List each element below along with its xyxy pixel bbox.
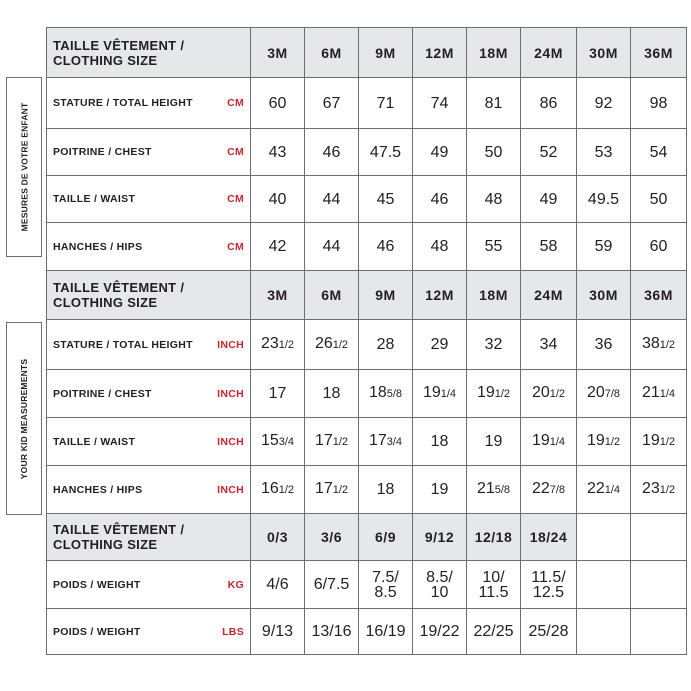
size-header-cell bbox=[359, 514, 413, 561]
value-cell bbox=[305, 320, 359, 370]
value-text: 86 bbox=[539, 94, 558, 112]
value-cell bbox=[467, 320, 521, 370]
value-whole: 21 bbox=[641, 384, 660, 401]
value-cell bbox=[359, 223, 413, 271]
measurement-row-cm bbox=[47, 223, 687, 271]
value-cell bbox=[577, 78, 631, 129]
value-text: 98 bbox=[649, 94, 668, 112]
value-text: 55 bbox=[484, 238, 503, 255]
measurement-label: STATURE / TOTAL HEIGHT bbox=[53, 338, 193, 351]
value-cell bbox=[577, 320, 631, 370]
size-header-text: 9/12 bbox=[424, 529, 455, 545]
measurement-label-cell bbox=[47, 418, 251, 466]
value-whole: 28 bbox=[376, 336, 395, 353]
value-whole: 17 bbox=[368, 432, 387, 449]
value-cell bbox=[631, 466, 687, 514]
value-cell bbox=[359, 466, 413, 514]
value-cell bbox=[359, 78, 413, 129]
measurement-row-cm bbox=[47, 129, 687, 176]
size-header-cell bbox=[521, 514, 577, 561]
size-header-text: 30M bbox=[589, 287, 618, 303]
measurement-row-cm bbox=[47, 78, 687, 129]
value-cell bbox=[305, 466, 359, 514]
value-fraction: 1/2 bbox=[549, 388, 566, 400]
size-header-text: 18M bbox=[479, 44, 508, 61]
unit-label: INCH bbox=[217, 483, 244, 496]
value-whole: 29 bbox=[430, 336, 449, 353]
value-text: 58 bbox=[539, 238, 558, 255]
weight-value-line1: 7.5/ bbox=[372, 568, 399, 586]
value-whole: 18 bbox=[368, 384, 387, 401]
size-header-cell bbox=[413, 514, 467, 561]
clothing-size-label bbox=[47, 271, 251, 320]
size-header-cell bbox=[467, 28, 521, 78]
size-header-text: 24M bbox=[534, 287, 563, 303]
value-cell bbox=[467, 223, 521, 271]
weight-value-line2: 11.5 bbox=[478, 583, 509, 601]
weight-value-line1: 8.5/ bbox=[426, 568, 453, 586]
value-cell bbox=[359, 561, 413, 609]
clothing-size-label-line1: TAILLE VÊTEMENT / bbox=[53, 37, 185, 53]
weight-value-line1: 10/ bbox=[482, 568, 505, 586]
size-header-text: 12/18 bbox=[474, 529, 513, 545]
side-label-french-text: MESURES DE VOTRE ENFANT bbox=[19, 102, 29, 232]
unit-label: CM bbox=[227, 193, 244, 205]
measurement-row-inch bbox=[47, 418, 687, 466]
value-text: 43 bbox=[268, 143, 287, 161]
value-cell bbox=[251, 320, 305, 370]
value-text: 48 bbox=[430, 238, 449, 255]
value-cell bbox=[359, 418, 413, 466]
unit-label: KG bbox=[227, 578, 244, 591]
value-fraction: 1/2 bbox=[659, 339, 676, 351]
value-cell bbox=[359, 609, 413, 655]
value-text: 50 bbox=[484, 143, 503, 161]
side-label-english bbox=[6, 322, 42, 515]
measurement-label: POITRINE / CHEST bbox=[53, 387, 152, 400]
measurement-label-wrap bbox=[53, 388, 244, 400]
value-whole: 19 bbox=[531, 432, 550, 449]
value-whole: 16 bbox=[260, 480, 279, 497]
value-cell bbox=[305, 129, 359, 176]
measurement-label-wrap bbox=[53, 241, 244, 253]
size-header-cell bbox=[413, 28, 467, 78]
value-cell bbox=[359, 320, 413, 370]
weight-value-line1: 25/28 bbox=[528, 623, 569, 640]
empty-header-cell bbox=[577, 514, 631, 561]
value-text: 60 bbox=[649, 238, 668, 255]
value-cell bbox=[413, 561, 467, 609]
value-fraction: 1/4 bbox=[440, 388, 457, 400]
measurement-label: POITRINE / CHEST bbox=[53, 146, 152, 158]
value-fraction: 7/8 bbox=[604, 388, 621, 400]
value-cell bbox=[631, 176, 687, 223]
value-cell bbox=[467, 561, 521, 609]
value-cell bbox=[251, 561, 305, 609]
value-cell bbox=[359, 370, 413, 418]
value-cell bbox=[413, 320, 467, 370]
value-cell bbox=[577, 370, 631, 418]
value-text: 50 bbox=[649, 190, 668, 208]
value-cell bbox=[577, 223, 631, 271]
value-fraction: 7/8 bbox=[549, 484, 566, 496]
value-text: 45 bbox=[376, 190, 395, 208]
size-header-cell bbox=[521, 271, 577, 320]
value-cell bbox=[521, 129, 577, 176]
value-whole: 21 bbox=[476, 480, 495, 497]
size-header-cell bbox=[359, 271, 413, 320]
value-cell bbox=[305, 370, 359, 418]
size-header-text: 36M bbox=[644, 287, 673, 303]
value-text: 49.5 bbox=[587, 190, 620, 208]
value-text: 81 bbox=[484, 94, 503, 112]
value-whole: 36 bbox=[594, 336, 613, 353]
value-cell bbox=[631, 609, 687, 655]
value-cell bbox=[305, 223, 359, 271]
value-cell bbox=[413, 129, 467, 176]
unit-label: CM bbox=[227, 240, 244, 253]
value-whole: 18 bbox=[376, 481, 395, 498]
value-cell bbox=[359, 176, 413, 223]
weight-value-line1: 4/6 bbox=[266, 576, 289, 593]
value-cell bbox=[521, 320, 577, 370]
size-header-cell bbox=[305, 271, 359, 320]
value-text: 54 bbox=[649, 143, 668, 161]
value-cell bbox=[577, 609, 631, 655]
size-header-cell bbox=[577, 271, 631, 320]
empty-header-cell bbox=[631, 514, 687, 561]
value-text: 74 bbox=[430, 94, 449, 112]
value-whole: 19 bbox=[484, 433, 503, 450]
value-cell bbox=[359, 129, 413, 176]
weight-value-line1: 11.5/ bbox=[531, 568, 566, 586]
measurement-label: HANCHES / HIPS bbox=[53, 483, 143, 496]
value-whole: 19 bbox=[476, 384, 495, 401]
value-fraction: 1/2 bbox=[278, 484, 295, 496]
weight-value-line1: 13/16 bbox=[311, 623, 352, 640]
value-cell bbox=[251, 223, 305, 271]
value-whole: 20 bbox=[586, 384, 605, 401]
size-header-cell bbox=[521, 28, 577, 78]
clothing-size-label-line1: TAILLE VÊTEMENT / bbox=[53, 280, 185, 295]
side-label-french bbox=[6, 77, 42, 257]
value-cell bbox=[413, 370, 467, 418]
value-whole: 23 bbox=[260, 335, 279, 352]
value-whole: 17 bbox=[314, 432, 333, 449]
weight-value-line1: 19/22 bbox=[419, 623, 460, 640]
value-cell bbox=[631, 223, 687, 271]
value-cell bbox=[521, 466, 577, 514]
size-header-text: 36M bbox=[644, 44, 673, 61]
value-whole: 19 bbox=[586, 432, 605, 449]
value-fraction: 1/4 bbox=[549, 436, 566, 448]
size-header-text: 12M bbox=[425, 44, 454, 61]
size-header-cell bbox=[251, 28, 305, 78]
size-header-cell bbox=[251, 514, 305, 561]
value-whole: 26 bbox=[314, 335, 333, 352]
weight-value-line1: 16/19 bbox=[365, 623, 406, 640]
value-cell bbox=[467, 418, 521, 466]
value-cell bbox=[577, 561, 631, 609]
weight-value-line1: 9/13 bbox=[261, 623, 294, 640]
value-fraction: 1/2 bbox=[332, 484, 349, 496]
value-cell bbox=[521, 609, 577, 655]
value-cell bbox=[631, 370, 687, 418]
size-header-cell bbox=[467, 271, 521, 320]
value-fraction: 3/4 bbox=[278, 436, 295, 448]
value-text: 42 bbox=[268, 238, 287, 255]
value-whole: 19 bbox=[641, 432, 660, 449]
unit-label: CM bbox=[227, 146, 244, 158]
header-row-3 bbox=[47, 514, 687, 561]
value-cell bbox=[413, 176, 467, 223]
size-header-text: 30M bbox=[589, 44, 618, 61]
measurement-label-cell bbox=[47, 78, 251, 129]
value-whole: 18 bbox=[322, 385, 341, 402]
value-whole: 17 bbox=[268, 385, 287, 402]
size-header-text: 24M bbox=[534, 44, 563, 61]
value-whole: 17 bbox=[314, 480, 333, 497]
value-text: 49 bbox=[539, 190, 558, 208]
value-cell bbox=[251, 418, 305, 466]
value-cell bbox=[521, 418, 577, 466]
value-whole: 32 bbox=[484, 336, 503, 353]
size-header-text: 18/24 bbox=[529, 529, 568, 545]
value-cell bbox=[251, 176, 305, 223]
value-fraction: 1/2 bbox=[332, 339, 349, 351]
measurement-row-inch bbox=[47, 370, 687, 418]
weight-value-line2: 12.5 bbox=[532, 583, 565, 601]
value-fraction: 1/2 bbox=[278, 339, 295, 351]
value-cell bbox=[631, 320, 687, 370]
measurement-label-wrap bbox=[53, 579, 244, 591]
value-cell bbox=[305, 78, 359, 129]
value-cell bbox=[521, 176, 577, 223]
value-fraction: 5/8 bbox=[386, 388, 403, 400]
clothing-size-label-line1: TAILLE VÊTEMENT / bbox=[53, 522, 185, 537]
size-header-cell bbox=[359, 28, 413, 78]
value-cell bbox=[305, 176, 359, 223]
value-text: 46 bbox=[376, 238, 395, 255]
value-cell bbox=[631, 78, 687, 129]
measurement-label: HANCHES / HIPS bbox=[53, 240, 143, 253]
value-cell bbox=[577, 176, 631, 223]
measurement-label-wrap bbox=[53, 193, 244, 205]
clothing-size-label-line2: CLOTHING SIZE bbox=[53, 52, 158, 68]
value-fraction: 1/4 bbox=[659, 388, 676, 400]
value-whole: 18 bbox=[430, 433, 449, 450]
value-text: 71 bbox=[376, 94, 395, 112]
measurement-label-cell bbox=[47, 223, 251, 271]
measurement-label-wrap bbox=[53, 146, 244, 158]
measurement-label-wrap bbox=[53, 97, 244, 109]
value-cell bbox=[631, 129, 687, 176]
value-fraction: 1/2 bbox=[659, 436, 676, 448]
measurement-label-wrap bbox=[53, 436, 244, 448]
value-whole: 38 bbox=[641, 335, 660, 352]
value-text: 47.5 bbox=[369, 143, 402, 161]
value-text: 92 bbox=[594, 94, 613, 112]
size-header-text: 9M bbox=[375, 287, 396, 303]
value-cell bbox=[521, 223, 577, 271]
size-header-text: 12M bbox=[425, 287, 454, 303]
clothing-size-label bbox=[47, 28, 251, 78]
size-header-cell bbox=[631, 271, 687, 320]
value-fraction: 1/2 bbox=[604, 436, 621, 448]
value-cell bbox=[251, 370, 305, 418]
size-header-text: 3M bbox=[267, 287, 288, 303]
measurement-label-wrap bbox=[53, 626, 244, 638]
value-text: 44 bbox=[322, 238, 341, 255]
value-cell bbox=[521, 78, 577, 129]
value-text: 59 bbox=[594, 238, 613, 255]
weight-value-line2: 10 bbox=[430, 583, 449, 601]
value-whole: 15 bbox=[260, 432, 279, 449]
measurement-label-cell bbox=[47, 370, 251, 418]
unit-label: INCH bbox=[217, 387, 244, 400]
size-header-cell bbox=[413, 271, 467, 320]
unit-label: INCH bbox=[217, 435, 244, 448]
value-cell bbox=[413, 418, 467, 466]
clothing-size-label bbox=[47, 514, 251, 561]
clothing-size-label-line2: CLOTHING SIZE bbox=[53, 295, 158, 310]
size-header-text: 0/3 bbox=[267, 529, 288, 545]
measurement-label-cell bbox=[47, 561, 251, 609]
value-cell bbox=[631, 418, 687, 466]
measurement-label-cell bbox=[47, 609, 251, 655]
value-cell bbox=[413, 223, 467, 271]
header-row-1 bbox=[47, 28, 687, 78]
value-cell bbox=[305, 609, 359, 655]
value-fraction: 1/2 bbox=[332, 436, 349, 448]
measurement-label: POIDS / WEIGHT bbox=[53, 625, 141, 638]
weight-value-line2: 8.5 bbox=[374, 583, 397, 601]
value-cell bbox=[577, 418, 631, 466]
value-whole: 19 bbox=[430, 481, 449, 498]
size-header-cell bbox=[251, 271, 305, 320]
value-fraction: 1/4 bbox=[604, 484, 621, 496]
size-header-cell bbox=[631, 28, 687, 78]
value-cell bbox=[413, 466, 467, 514]
value-whole: 22 bbox=[586, 480, 605, 497]
value-cell bbox=[467, 609, 521, 655]
value-cell bbox=[631, 561, 687, 609]
value-cell bbox=[521, 370, 577, 418]
value-cell bbox=[577, 129, 631, 176]
value-text: 46 bbox=[430, 190, 449, 208]
value-text: 46 bbox=[322, 143, 341, 161]
value-cell bbox=[305, 418, 359, 466]
measurement-row-inch bbox=[47, 466, 687, 514]
measurement-label-wrap bbox=[53, 484, 244, 496]
value-cell bbox=[413, 78, 467, 129]
value-cell bbox=[251, 466, 305, 514]
value-cell bbox=[413, 609, 467, 655]
size-header-cell bbox=[467, 514, 521, 561]
value-whole: 19 bbox=[422, 384, 441, 401]
value-text: 44 bbox=[322, 190, 341, 208]
value-fraction: 5/8 bbox=[494, 484, 511, 496]
clothing-size-label-line2: CLOTHING SIZE bbox=[53, 537, 158, 552]
unit-label: INCH bbox=[217, 338, 244, 351]
size-header-text: 6M bbox=[321, 287, 342, 303]
value-cell bbox=[467, 370, 521, 418]
value-text: 53 bbox=[594, 143, 613, 161]
value-text: 60 bbox=[268, 94, 287, 112]
measurement-label: POIDS / WEIGHT bbox=[53, 578, 141, 591]
size-header-cell bbox=[305, 28, 359, 78]
value-cell bbox=[467, 78, 521, 129]
measurement-label-wrap bbox=[53, 339, 244, 351]
value-text: 52 bbox=[539, 143, 558, 161]
value-fraction: 1/2 bbox=[494, 388, 511, 400]
value-cell bbox=[251, 129, 305, 176]
value-cell bbox=[467, 129, 521, 176]
size-header-cell bbox=[577, 28, 631, 78]
size-header-text: 9M bbox=[375, 44, 396, 61]
header-row-2 bbox=[47, 271, 687, 320]
value-cell bbox=[251, 78, 305, 129]
value-text: 40 bbox=[268, 190, 287, 208]
weight-value-line1: 22/25 bbox=[473, 623, 514, 640]
measurement-label-cell bbox=[47, 176, 251, 223]
measurement-label-cell bbox=[47, 466, 251, 514]
value-text: 49 bbox=[430, 143, 449, 161]
value-cell bbox=[521, 561, 577, 609]
weight-value-line1: 6/7.5 bbox=[313, 576, 350, 593]
measurement-label-cell bbox=[47, 320, 251, 370]
size-header-text: 3/6 bbox=[321, 529, 342, 545]
measurement-label: TAILLE / WAIST bbox=[53, 435, 136, 448]
side-label-english-text: YOUR KID MEASUREMENTS bbox=[19, 358, 29, 479]
measurement-row-cm bbox=[47, 176, 687, 223]
value-cell bbox=[305, 561, 359, 609]
value-text: 67 bbox=[322, 94, 341, 112]
value-fraction: 3/4 bbox=[386, 436, 403, 448]
unit-label: CM bbox=[227, 97, 244, 109]
measurement-label: STATURE / TOTAL HEIGHT bbox=[53, 97, 193, 109]
size-header-cell bbox=[305, 514, 359, 561]
size-chart-table bbox=[46, 27, 687, 655]
size-header-text: 3M bbox=[267, 44, 288, 61]
measurement-row-inch bbox=[47, 320, 687, 370]
weight-row bbox=[47, 609, 687, 655]
value-whole: 34 bbox=[539, 336, 558, 353]
value-cell bbox=[577, 466, 631, 514]
size-header-text: 6M bbox=[321, 44, 342, 61]
value-whole: 20 bbox=[531, 384, 550, 401]
weight-row bbox=[47, 561, 687, 609]
value-whole: 22 bbox=[531, 480, 550, 497]
size-header-text: 6/9 bbox=[375, 529, 396, 545]
value-cell bbox=[467, 176, 521, 223]
value-fraction: 1/2 bbox=[659, 484, 676, 496]
measurement-label-cell bbox=[47, 129, 251, 176]
measurement-label: TAILLE / WAIST bbox=[53, 193, 136, 205]
unit-label: LBS bbox=[222, 625, 244, 638]
value-cell bbox=[467, 466, 521, 514]
size-header-text: 18M bbox=[479, 287, 508, 303]
value-cell bbox=[251, 609, 305, 655]
value-whole: 23 bbox=[641, 480, 660, 497]
value-text: 48 bbox=[484, 190, 503, 208]
